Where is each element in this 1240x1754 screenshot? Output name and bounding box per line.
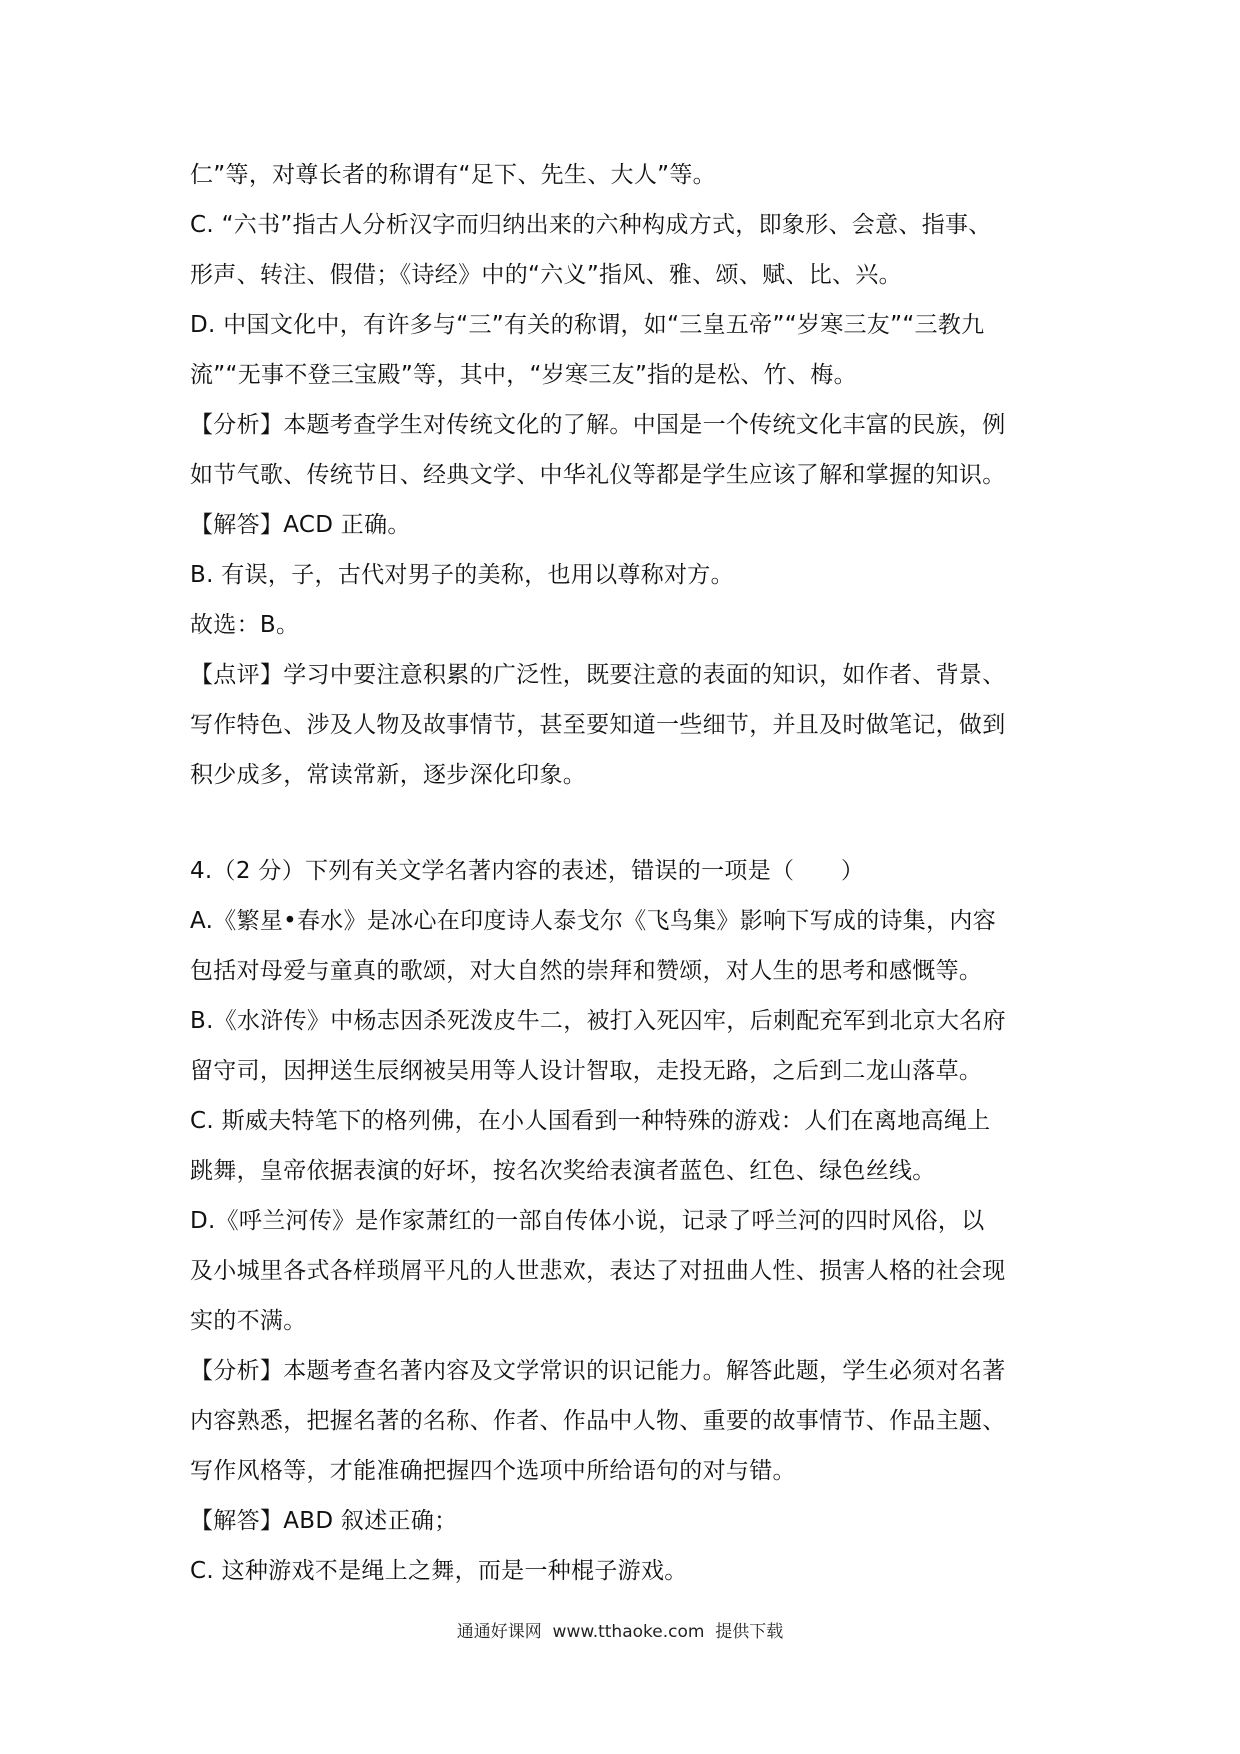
text-line: 流”“无事不登三宝殿”等，其中，“岁寒三友”指的是松、竹、梅。 (190, 362, 857, 388)
text-line: 4.（2 分）下列有关文学名著内容的表述，错误的一项是（ ） (190, 858, 865, 884)
text-line: A.《繁星•春水》是冰心在印度诗人泰戈尔《飞鸟集》影响下写成的诗集，内容 (190, 908, 997, 934)
text-line: D. 中国文化中，有许多与“三”有关的称谓，如“三皇五帝”“岁寒三友”“三教九 (190, 312, 985, 338)
text-line: 包括对母爱与童真的歌颂，对大自然的崇拜和赞颂，对人生的思考和感慨等。 (190, 958, 983, 984)
document-body (190, 150, 1070, 1596)
text-line: 【解答】ACD 正确。 (190, 512, 411, 538)
text-line: B. 有误，子，古代对男子的美称，也用以尊称对方。 (190, 562, 734, 588)
text-line: 仁”等，对尊长者的称谓有“足下、先生、大人”等。 (190, 162, 716, 188)
text-line: 写作风格等，才能准确把握四个选项中所给语句的对与错。 (190, 1458, 796, 1484)
text-line: 【分析】本题考查名著内容及文学常识的识记能力。解答此题，学生必须对名著 (190, 1358, 1006, 1384)
text-line: 【分析】本题考查学生对传统文化的了解。中国是一个传统文化丰富的民族，例 (190, 412, 1006, 438)
section-gap (190, 800, 1070, 846)
text-line: C. 斯威夫特笔下的格列佛，在小人国看到一种特殊的游戏：人们在离地高绳上 (190, 1108, 991, 1134)
text-line: 及小城里各式各样琐屑平凡的人世悲欢，表达了对扭曲人性、损害人格的社会现 (190, 1258, 1006, 1284)
page-footer: 通通好课网 www.tthaoke.com 提供下载 (456, 1622, 784, 1642)
question-section-q4 (190, 846, 1070, 1596)
text-line: 【点评】学习中要注意积累的广泛性，既要注意的表面的知识，如作者、背景、 (190, 662, 1006, 688)
text-line: B.《水浒传》中杨志因杀死泼皮牛二，被打入死囚牢，后刺配充军到北京大名府 (190, 1008, 1006, 1034)
text-line: 写作特色、涉及人物及故事情节，甚至要知道一些细节，并且及时做笔记，做到 (190, 712, 1006, 738)
text-line: 积少成多，常读常新，逐步深化印象。 (190, 762, 587, 788)
text-line: 留守司，因押送生辰纲被吴用等人设计智取，走投无路，之后到二龙山落草。 (190, 1058, 983, 1084)
text-line: 实的不满。 (190, 1308, 307, 1334)
text-line: C. “六书”指古人分析汉字而归纳出来的六种构成方式，即象形、会意、指事、 (190, 212, 992, 238)
text-line: 内容熟悉，把握名著的名称、作者、作品中人物、重要的故事情节、作品主题、 (190, 1408, 1006, 1434)
text-line: 【解答】ABD 叙述正确； (190, 1508, 458, 1534)
text-line: 形声、转注、假借；《诗经》中的“六义”指风、雅、颂、赋、比、兴。 (190, 262, 902, 288)
answer-section-q3 (190, 150, 1070, 800)
text-line: D.《呼兰河传》是作家萧红的一部自传体小说，记录了呼兰河的四时风俗，以 (190, 1208, 985, 1234)
text-line: C. 这种游戏不是绳上之舞，而是一种棍子游戏。 (190, 1558, 688, 1584)
text-line: 如节气歌、传统节日、经典文学、中华礼仪等都是学生应该了解和掌握的知识。 (190, 462, 1006, 488)
text-line: 故选：B。 (190, 612, 300, 638)
text-line: 跳舞，皇帝依据表演的好坏，按名次奖给表演者蓝色、红色、绿色丝线。 (190, 1158, 936, 1184)
